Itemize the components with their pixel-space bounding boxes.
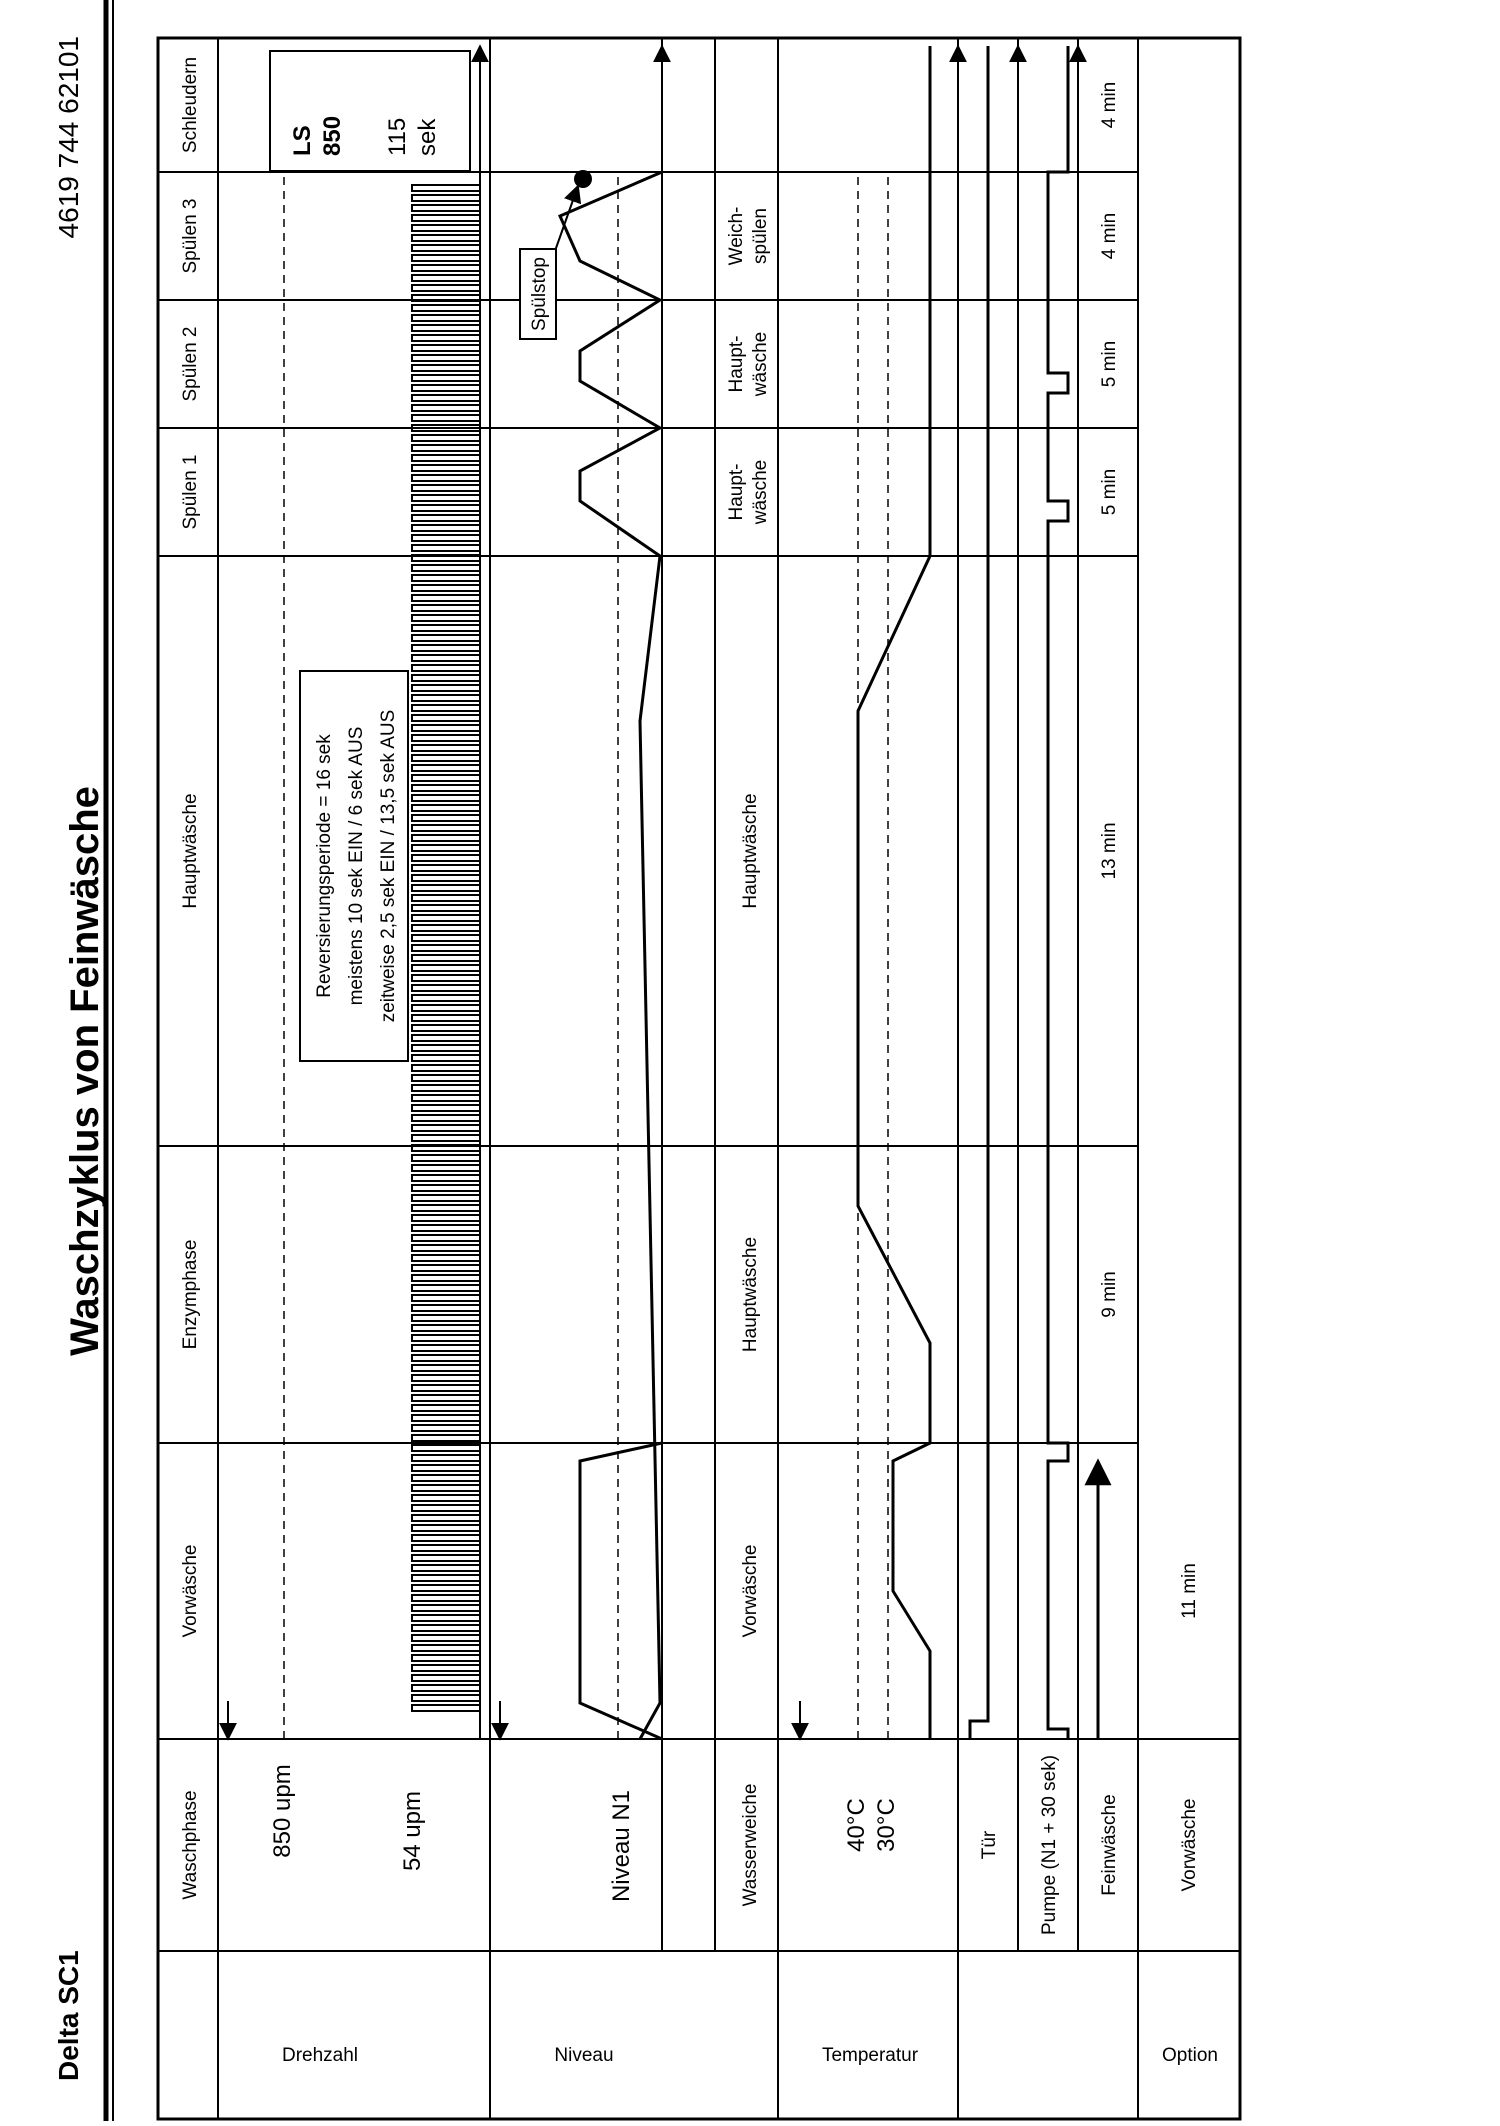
wasserweiche-value: Haupt-: [726, 335, 747, 393]
wasserweiche-value: wäsche: [750, 459, 771, 525]
phase-header-hauptw-sche: Hauptwäsche: [180, 793, 201, 909]
wasserweiche-value: Vorwäsche: [740, 1544, 761, 1638]
spin-time-unit: sek: [414, 118, 441, 156]
phase-header-sp-len-3: Spülen 3: [180, 198, 201, 274]
duration-enzymphase: 9 min: [1099, 1271, 1120, 1318]
row-label-niveau-n1: Niveau N1: [608, 1789, 635, 1903]
row-label-feinwaesche: Feinwäsche: [1099, 1794, 1120, 1896]
water-level-fill-vorwaesche: [580, 1443, 662, 1739]
row-label-850-upm: 850 upm: [269, 1764, 296, 1858]
duration-sp-len-2: 5 min: [1099, 340, 1120, 388]
spuelstop-marker: [574, 170, 592, 188]
duration-sp-len-3: 4 min: [1099, 212, 1120, 260]
reversierung-line-1: Reversierungsperiode = 16 sek: [314, 734, 335, 998]
row-label-wasserweiche: Wasserweiche: [740, 1783, 761, 1907]
wasserweiche-value: Hauptwäsche: [740, 1236, 761, 1353]
row-label-54-upm: 54 upm: [399, 1790, 426, 1872]
row-label-tuer: Tür: [979, 1830, 1000, 1860]
spuelstop-label: Spülstop: [529, 257, 550, 331]
phase-header-sp-len-2: Spülen 2: [180, 326, 201, 402]
duration-vorwaesche-option: 11 min: [1179, 1563, 1200, 1619]
group-label-temperatur: Temperatur: [821, 2045, 919, 2066]
group-label-drehzahl: Drehzahl: [281, 2045, 359, 2066]
model-label: Delta SC1: [53, 1950, 84, 2081]
diagram-title: Waschzyklus von Feinwäsche: [63, 786, 107, 1356]
row-label-vorwaesche: Vorwäsche: [1179, 1798, 1200, 1892]
group-label-option: Option: [1162, 2045, 1218, 2066]
reversing-pulse-train: [412, 181, 480, 1711]
row-label-waschphase: Waschphase: [180, 1790, 201, 1900]
group-label-niveau: Niveau: [554, 2045, 614, 2066]
water-level-profile: [560, 172, 662, 1739]
reversierung-line-3: zeitweise 2,5 sek EIN / 13,5 sek AUS: [378, 709, 399, 1023]
reversierung-line-2: meistens 10 sek EIN / 6 sek AUS: [346, 726, 367, 1006]
phase-header-schleudern: Schleudern: [180, 56, 201, 154]
wasserweiche-value: wäsche: [750, 331, 771, 397]
wasserweiche-value: spülen: [750, 208, 771, 264]
ls-label: LS: [289, 125, 316, 156]
duration-sp-len-1: 5 min: [1099, 468, 1120, 516]
row-label-temp-30: 30°C: [873, 1798, 900, 1852]
wasserweiche-value: Haupt-: [726, 463, 747, 521]
duration-hauptw-sche: 13 min: [1099, 822, 1120, 880]
phase-header-sp-len-1: Spülen 1: [180, 454, 201, 530]
ls-value: 850: [319, 115, 346, 156]
phase-header-vorw-sche: Vorwäsche: [180, 1544, 201, 1638]
duration-schleudern: 4 min: [1099, 81, 1120, 129]
wasserweiche-value: Hauptwäsche: [740, 793, 761, 909]
spin-time-value: 115: [384, 117, 411, 156]
phase-header-enzymphase: Enzymphase: [180, 1239, 201, 1350]
part-number: 4619 744 62101: [53, 36, 84, 239]
row-label-temp-40: 40°C: [843, 1798, 870, 1852]
reversing-pulse-path: [412, 181, 480, 1711]
wasserweiche-value: Weich-: [726, 206, 747, 266]
row-label-pumpe: Pumpe (N1 + 30 sek): [1039, 1754, 1060, 1936]
spuelstop-pointer: [555, 186, 578, 251]
